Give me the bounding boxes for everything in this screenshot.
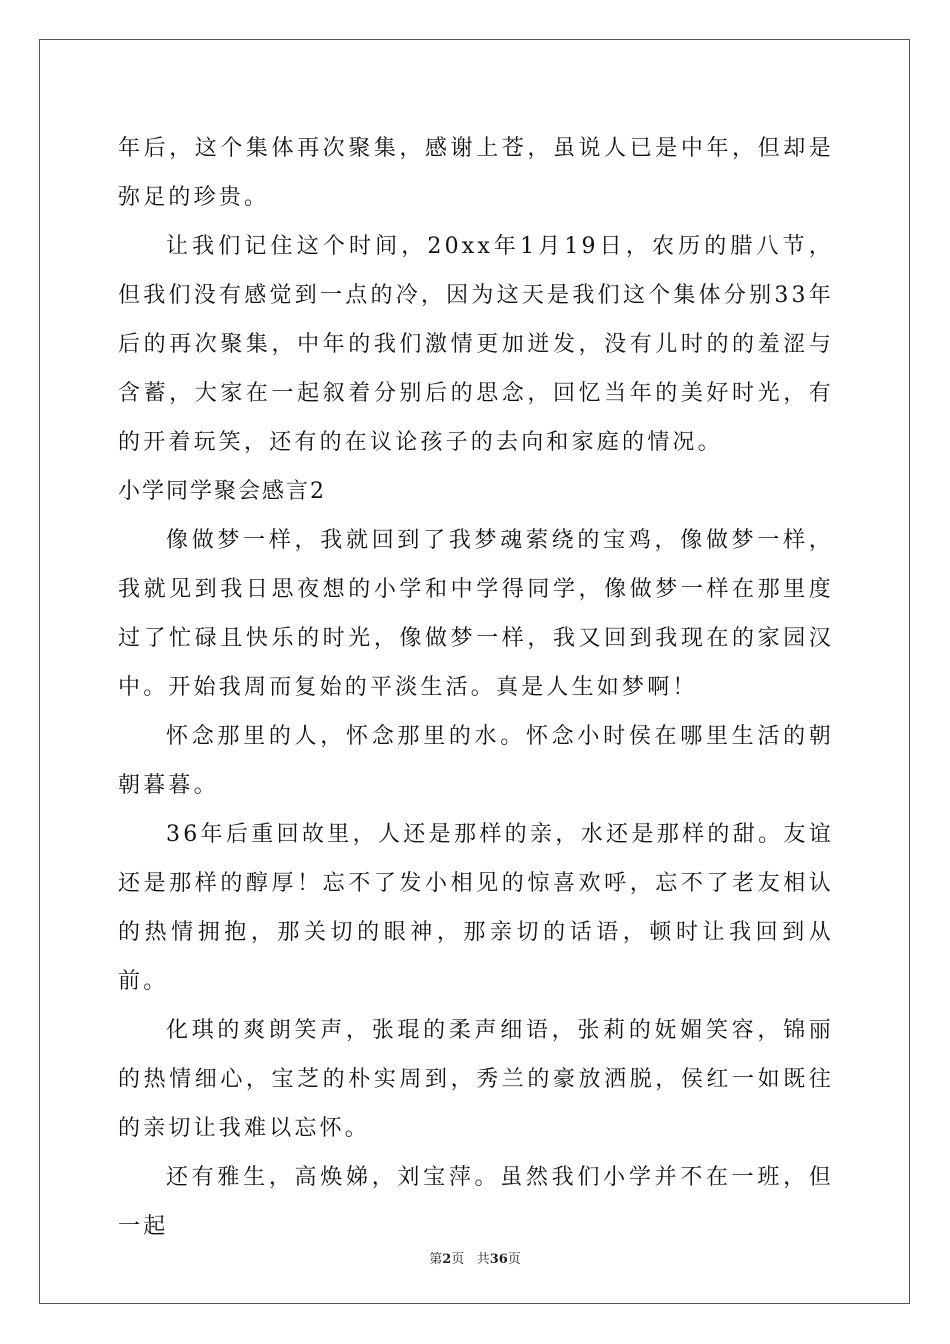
footer-prefix: 第 xyxy=(429,1252,443,1267)
page-footer xyxy=(0,1248,950,1267)
paragraph: 年后，这个集体再次聚集，感谢上苍，虽说人已是中年，但却是弥足的珍贵。 xyxy=(118,136,834,210)
total-pages-number: 36 xyxy=(489,1252,508,1267)
section-heading: 小学同学聚会感言2 xyxy=(118,479,326,504)
paragraph: 像做梦一样，我就回到了我梦魂萦绕的宝鸡，像做梦一样，我就见到我日思夜想的小学和中学得同学，像做梦一样在那里度过了忙碌且快乐的时光，像做梦一样，我又回到我现在的家园汉中。开始我周而复始的平淡生活。真是人生如梦啊！ xyxy=(118,528,834,700)
footer-total-suffix: 页 xyxy=(507,1252,521,1267)
paragraph: 化琪的爽朗笑声，张琨的柔声细语，张莉的妩媚笑容，锦丽的热情细心，宝芝的朴实周到，秀兰的豪放洒脱，侯红一如既往的亲切让我难以忘怀。 xyxy=(118,1018,834,1141)
current-page-number: 2 xyxy=(442,1252,452,1267)
footer-total-prefix: 共 xyxy=(476,1252,490,1267)
document-body xyxy=(118,124,834,1251)
paragraph: 还有雅生，高焕娣，刘宝萍。虽然我们小学并不在一班，但一起 xyxy=(118,1165,834,1239)
paragraph: 让我们记住这个时间，20xx年1月19日，农历的腊八节，但我们没有感觉到一点的冷，因为这天是我们这个集体分别33年后的再次聚集，中年的我们激情更加迸发，没有儿时的的羞涩与含蓄，大家在一起叙着分别后的思念，回忆当年的美好时光，有的开着玩笑，还有的在议论孩子的去向和家庭的情况。 xyxy=(118,234,834,455)
paragraph: 怀念那里的人，怀念那里的水。怀念小时侯在哪里生活的朝朝暮暮。 xyxy=(118,724,834,798)
paragraph: 36年后重回故里，人还是那样的亲，水还是那样的甜。友谊还是那样的醇厚！忘不了发小相见的惊喜欢呼，忘不了老友相认的热情拥抱，那关切的眼神，那亲切的话语，顿时让我回到从前。 xyxy=(118,822,834,994)
footer-page-suffix: 页 xyxy=(451,1252,465,1267)
